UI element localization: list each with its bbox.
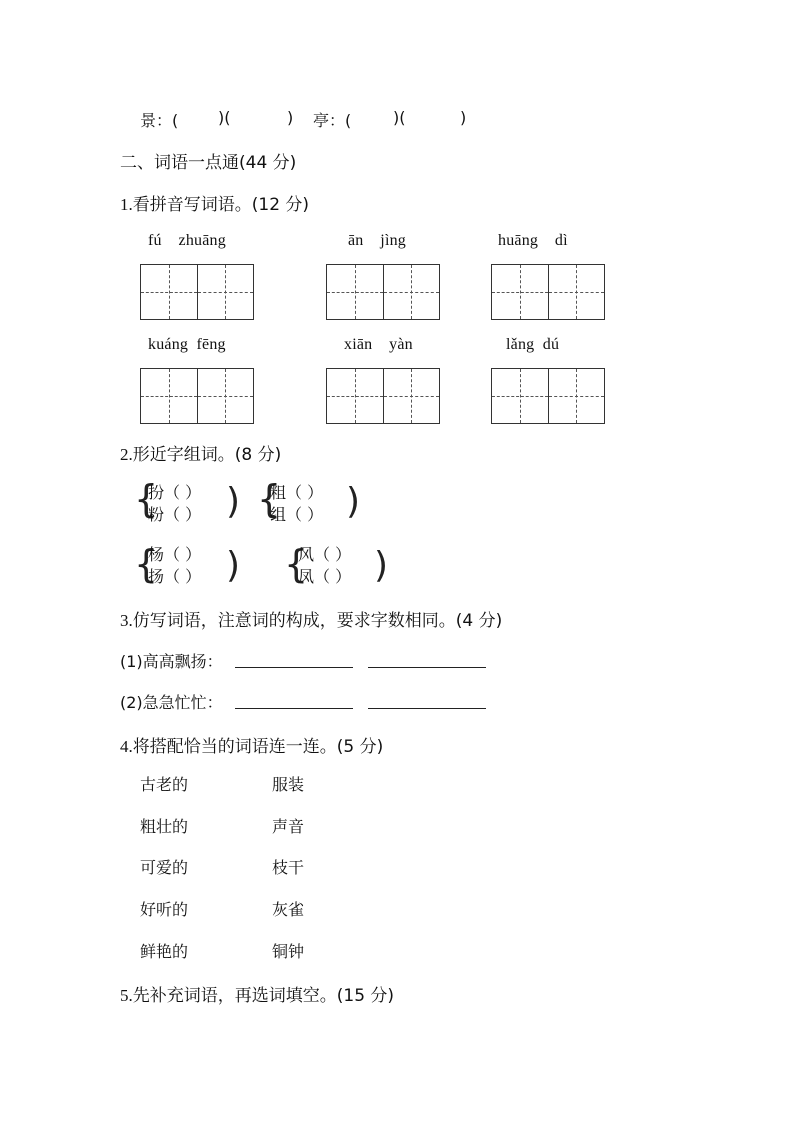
match-left-item[interactable]: 粗壮的 (140, 817, 189, 836)
question-text: 将搭配恰当的词语连一连。(5 分) (132, 737, 384, 757)
left-brace: { (134, 477, 159, 521)
word-pair-a: 杨（ ） (148, 545, 202, 564)
question-number: 4. (120, 737, 133, 756)
question-4-heading (120, 732, 383, 757)
match-right-item[interactable]: 枝干 (272, 858, 305, 877)
word-pair-b: 凤（ ） (298, 567, 352, 586)
right-paren: ) (226, 545, 241, 586)
question-number: 3. (120, 611, 133, 630)
writing-grid[interactable] (140, 264, 254, 320)
question-text: 先补充词语，再选词填空。(15 分) (132, 986, 395, 1006)
writing-grid[interactable] (140, 368, 254, 424)
right-paren: ) (226, 481, 241, 522)
match-right-item[interactable]: 服装 (272, 775, 305, 794)
writing-grid[interactable] (326, 368, 440, 424)
pinyin-2: ān jìng (348, 232, 406, 249)
question-text: 仿写词语，注意词的构成，要求字数相同。(4 分) (132, 611, 503, 631)
imitation-row-1-label: (1)高高飘扬： (120, 652, 223, 671)
word-pair-b: 粉（ ） (148, 505, 202, 524)
match-right-item[interactable]: 铜钟 (272, 942, 305, 961)
left-brace: { (257, 477, 282, 521)
ting-label: 亭：( (313, 111, 352, 130)
jing-label: 景：( (140, 111, 179, 130)
question-text: 看拼音写词语。(12 分) (132, 195, 310, 215)
writing-grid[interactable] (326, 264, 440, 320)
word-pair-a: 粗（ ） (270, 483, 324, 502)
match-right-item[interactable]: 灰雀 (272, 900, 305, 919)
pinyin-5: xiān yàn (344, 336, 413, 353)
match-left-item[interactable]: 可爱的 (140, 858, 189, 877)
answer-blank[interactable] (368, 667, 486, 668)
imitation-row-2-label: (2)急急忙忙： (120, 693, 223, 712)
right-paren: ) (346, 481, 361, 522)
jing-paren-end: ) (287, 108, 294, 127)
question-3-heading (120, 606, 502, 631)
left-brace: { (284, 542, 309, 586)
pinyin-4: kuáng fēng (148, 336, 226, 353)
answer-blank[interactable] (368, 708, 486, 709)
answer-blank[interactable] (235, 667, 353, 668)
word-pair-a: 扮（ ） (148, 483, 202, 502)
pinyin-3: huāng dì (498, 232, 568, 249)
pinyin-6: lǎng dú (506, 336, 560, 353)
jing-paren-mid: )( (218, 108, 231, 127)
ting-paren-mid: )( (393, 108, 406, 127)
question-number: 5. (120, 986, 133, 1005)
match-left-item[interactable]: 古老的 (140, 775, 189, 794)
right-paren: ) (374, 545, 389, 586)
writing-grid[interactable] (491, 264, 605, 320)
section-title: 二、词语一点通(44 分) (120, 153, 297, 173)
writing-grid[interactable] (491, 368, 605, 424)
question-1-heading (120, 190, 309, 215)
left-brace: { (134, 542, 159, 586)
question-2-heading (120, 440, 281, 465)
match-left-item[interactable]: 好听的 (140, 900, 189, 919)
question-number: 1. (120, 195, 133, 214)
match-right-item[interactable]: 声音 (272, 817, 305, 836)
word-pair-b: 扬（ ） (148, 567, 202, 586)
question-5-heading (120, 981, 394, 1006)
pinyin-1: fú zhuāng (148, 232, 226, 249)
match-left-item[interactable]: 鲜艳的 (140, 942, 189, 961)
answer-blank[interactable] (235, 708, 353, 709)
question-number: 2. (120, 445, 133, 464)
ting-paren-end: ) (460, 108, 467, 127)
question-text: 形近字组词。(8 分) (132, 445, 282, 465)
word-pair-a: 风（ ） (298, 545, 352, 564)
word-pair-b: 组（ ） (270, 505, 324, 524)
